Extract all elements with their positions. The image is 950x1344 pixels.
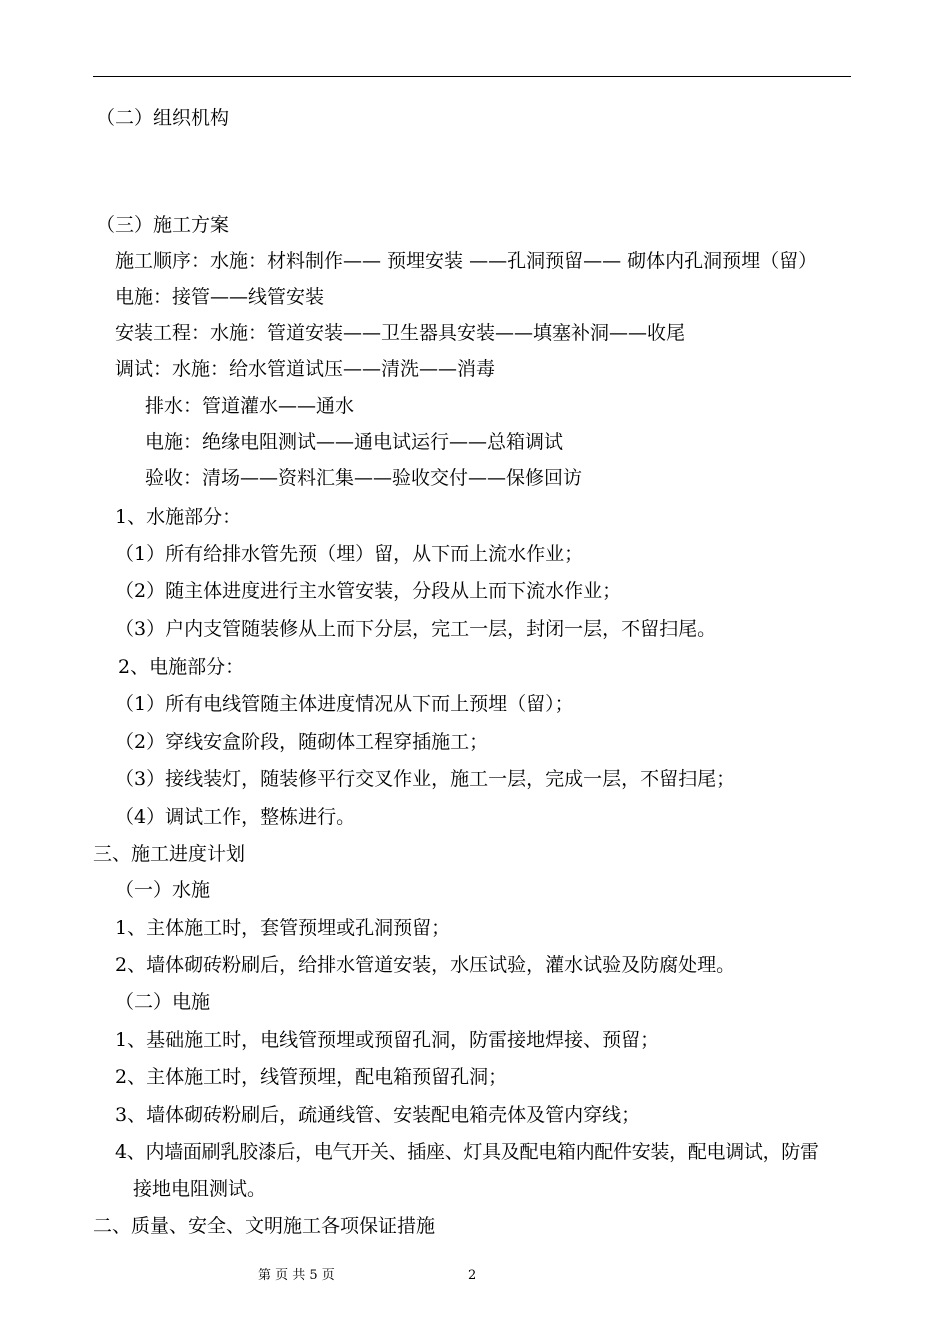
paragraph-line: 电施：接管——线管安装 bbox=[115, 286, 325, 308]
paragraph-line: 验收：清场——资料汇集——验收交付——保修回访 bbox=[145, 467, 583, 489]
list-item-continuation: 接地电阻测试。 bbox=[133, 1178, 267, 1200]
paragraph-line: 排水：管道灌水——通水 bbox=[145, 395, 355, 417]
section-heading: （三）施工方案 bbox=[96, 214, 230, 236]
section-heading: 二、质量、安全、文明施工各项保证措施 bbox=[93, 1215, 436, 1237]
paragraph-line: 安装工程：水施：管道安装——卫生器具安装——填塞补洞——收尾 bbox=[115, 322, 686, 344]
paragraph-line: 电施：绝缘电阻测试——通电试运行——总箱调试 bbox=[145, 431, 564, 453]
list-item: （1）所有电线管随主体进度情况从下而上预埋（留）； bbox=[115, 693, 574, 715]
section-heading: （二）组织机构 bbox=[96, 107, 230, 129]
list-item: （4）调试工作，整栋进行。 bbox=[115, 806, 356, 828]
subsection-heading: 1、水施部分： bbox=[115, 506, 242, 528]
paragraph-line: 调试：水施：给水管道试压——清洗——消毒 bbox=[115, 358, 496, 380]
list-item: （2）随主体进度进行主水管安装，分段从上而下流水作业； bbox=[115, 580, 622, 602]
header-rule bbox=[93, 76, 851, 77]
list-item: （1）所有给排水管先预（埋）留，从下而上流水作业； bbox=[115, 543, 584, 565]
subsection-heading: 2、电施部分： bbox=[118, 656, 245, 678]
footer-page-label: 第 页 共 5 页 bbox=[258, 1268, 335, 1283]
list-item: 1、基础施工时，电线管预埋或预留孔洞，防雷接地焊接、预留； bbox=[115, 1029, 660, 1051]
list-item: 4、内墙面刷乳胶漆后，电气开关、插座、灯具及配电箱内配件安装，配电调试，防雷 bbox=[115, 1141, 819, 1163]
subsection-heading: （二）电施 bbox=[115, 991, 211, 1013]
section-heading: 三、施工进度计划 bbox=[93, 843, 246, 865]
list-item: （3）户内支管随装修从上而下分层，完工一层，封闭一层，不留扫尾。 bbox=[115, 618, 717, 640]
list-item: 3、墙体砌砖粉刷后，疏通线管、安装配电箱壳体及管内穿线； bbox=[115, 1104, 641, 1126]
paragraph-line: 施工顺序：水施：材料制作—— 预埋安装 ——孔洞预留—— 砌体内孔洞预埋（留） bbox=[115, 250, 818, 272]
list-item: 2、主体施工时，线管预埋，配电箱预留孔洞； bbox=[115, 1066, 508, 1088]
list-item: 1、主体施工时，套管预埋或孔洞预留； bbox=[115, 917, 451, 939]
list-item: （3）接线装灯，随装修平行交叉作业，施工一层，完成一层，不留扫尾； bbox=[115, 768, 736, 790]
list-item: 2、墙体砌砖粉刷后，给排水管道安装，水压试验，灌水试验及防腐处理。 bbox=[115, 954, 736, 976]
footer-page-number: 2 bbox=[468, 1268, 477, 1283]
list-item: （2）穿线安盒阶段，随砌体工程穿插施工； bbox=[115, 731, 489, 753]
subsection-heading: （一）水施 bbox=[115, 879, 211, 901]
